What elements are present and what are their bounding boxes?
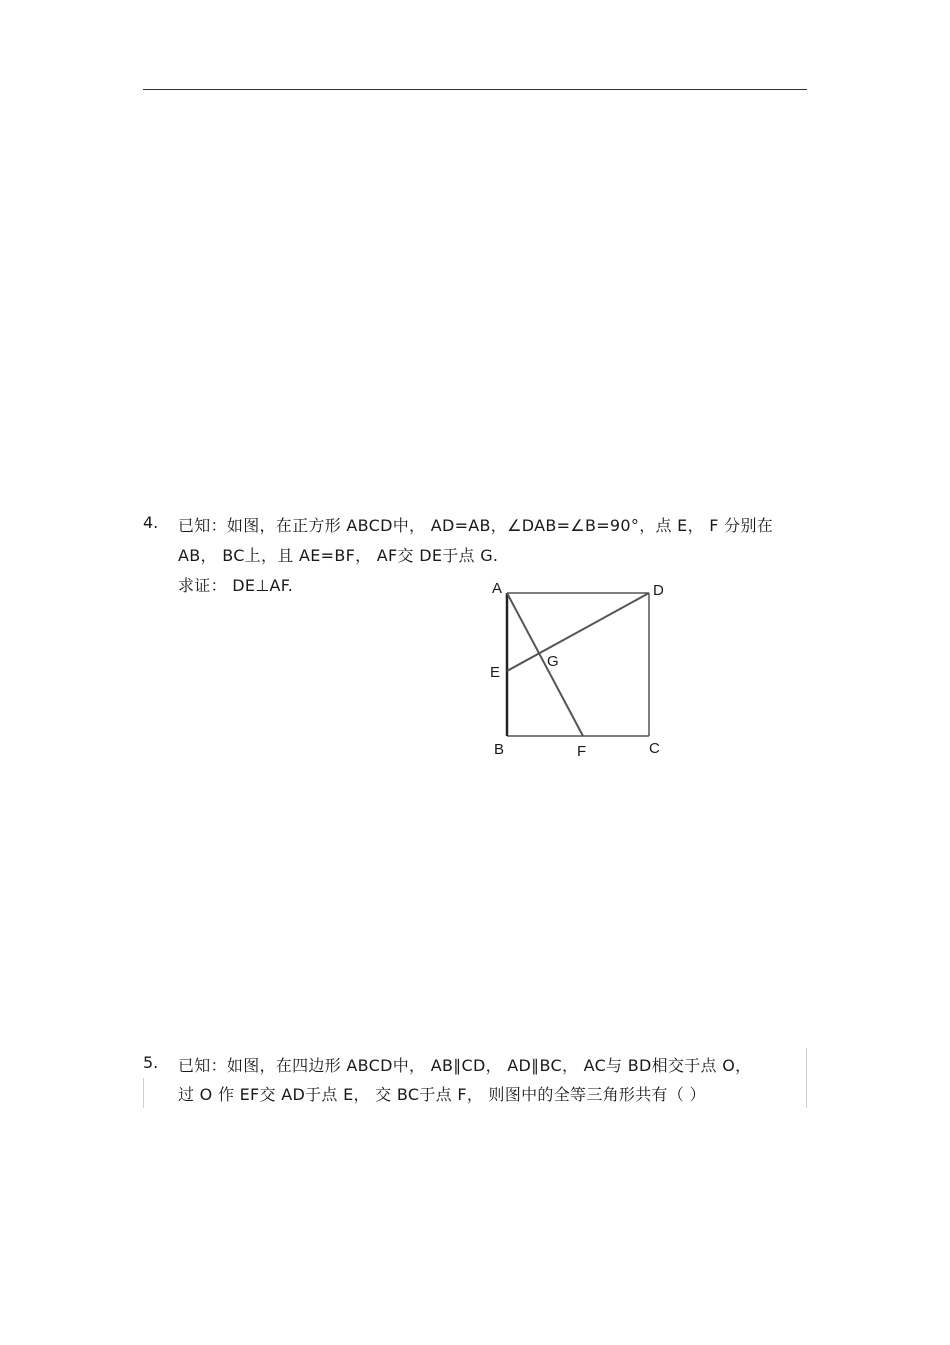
square-figure [480,575,680,765]
question-4-line-3: 求证： DE⊥AF. [178,576,294,595]
header-rule [143,89,807,90]
square-diagram [480,575,680,765]
question-5-number: 5. [143,1053,159,1072]
question-5-line-1: 已知：如图，在四边形 ABCD中， AB∥CD， AD∥BC， AC与 BD相交于点 O， [178,1056,752,1075]
vertex-label-a: A [492,580,503,597]
question-5-line-2: 过 O 作 EF交 AD于点 E， 交 BC于点 F， 则图中的全等三角形共有（ ） [178,1085,706,1104]
vertex-label-e: E [490,664,501,681]
vertex-label-b: B [494,741,505,758]
vertex-label-g: G [547,653,559,670]
vertex-label-c: C [649,740,660,757]
answer-box-edge-left [143,1078,144,1108]
question-4-number: 4. [143,513,159,532]
vertex-label-f: F [577,743,587,760]
question-4-line-1: 已知：如图，在正方形 ABCD中， AD=AB，∠DAB=∠B=90°，点 E， F 分别在 [178,516,774,535]
vertex-label-d: D [653,582,664,599]
question-4-line-2: AB， BC上，且 AE=BF， AF交 DE于点 G. [178,546,499,565]
answer-box-edge-right [806,1048,807,1108]
